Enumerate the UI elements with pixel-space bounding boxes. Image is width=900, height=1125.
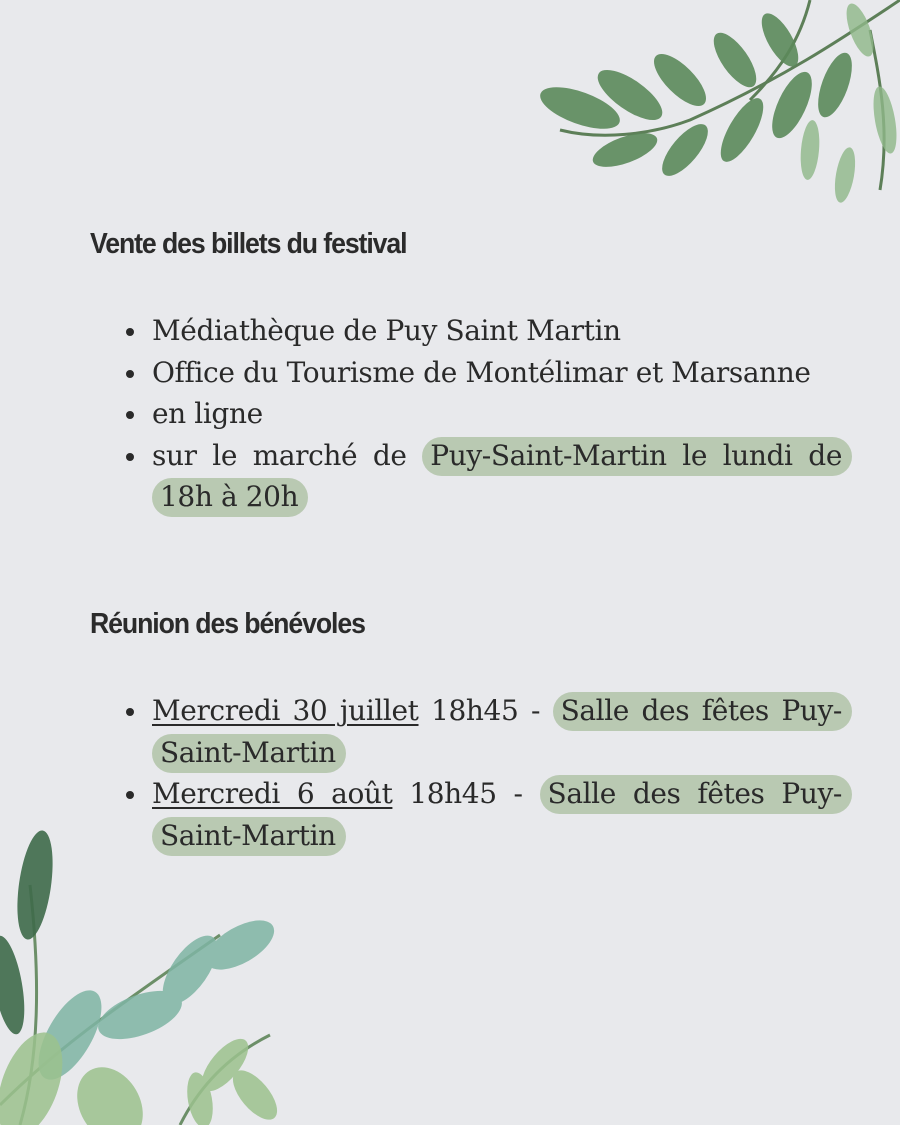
leaf-branch-top-decoration — [480, 0, 900, 210]
highlighted-venue: Salle des fêtes Puy-Saint-Martin — [152, 775, 852, 856]
meeting-time: 18h45 - — [431, 694, 541, 727]
list-item: Office du Tourisme de Montélimar et Marsanne — [152, 352, 852, 394]
section-title-ticket-sales: Vente des billets du festival — [90, 228, 407, 260]
list-item — [152, 773, 852, 856]
list-item — [152, 690, 852, 773]
highlighted-location: Puy-Saint-Martin le lundi de 18h à 20h — [152, 437, 852, 518]
meeting-date: Mercredi 6 août — [152, 777, 393, 810]
meeting-date: Mercredi 30 juillet — [152, 694, 419, 727]
meeting-time: 18h45 - — [409, 777, 523, 810]
item-prefix: sur le marché de — [152, 438, 407, 472]
list-item: Médiathèque de Puy Saint Martin — [152, 310, 852, 352]
section-title-volunteer-meeting: Réunion des bénévoles — [90, 608, 365, 640]
list-item: en ligne — [152, 393, 852, 435]
volunteer-meeting-list — [152, 690, 852, 856]
ticket-sales-list — [152, 310, 852, 518]
highlighted-venue: Salle des fêtes Puy-Saint-Martin — [152, 692, 852, 773]
list-item — [152, 435, 852, 518]
